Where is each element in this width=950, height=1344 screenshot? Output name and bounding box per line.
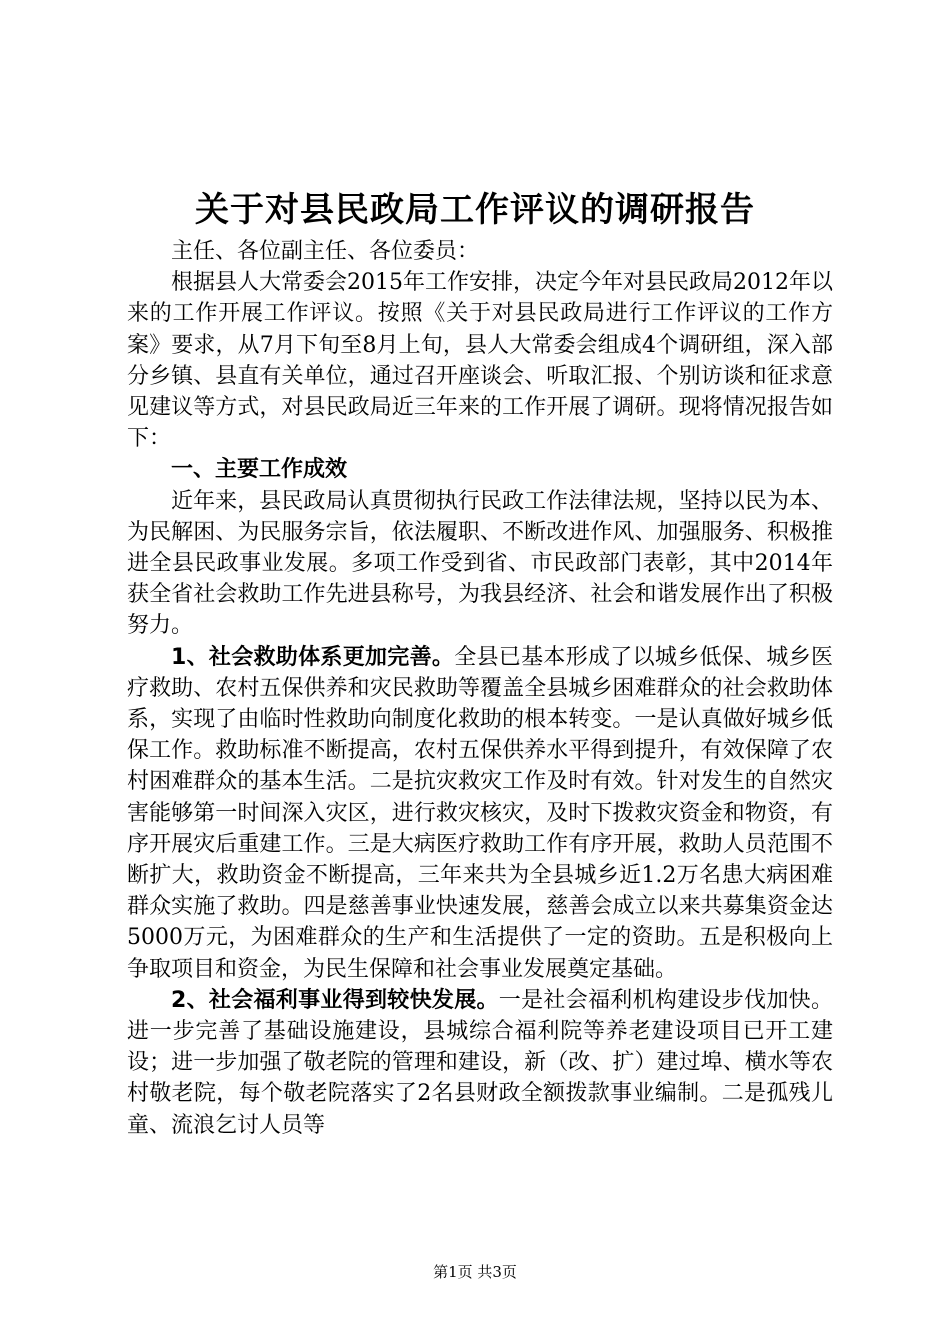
- item-1-text: 全县已基本形成了以城乡低保、城乡医疗救助、农村五保供养和灾民救助等覆盖全县城乡困难群众的社会救助体系，实现了由临时性救助向制度化救助的根本转变。一是认真做好城乡低保工作。救助标准不断提高，农村五保供养水平得到提升，有效保障了农村困难群众的基本生活。二是抗灾救灾工作及时有效。针对发生的自然灾害能够第一时间深入灾区，进行救灾核灾，及时下拨救灾资金和物资，有序开展灾后重建工作。三是大病医疗救助工作有序开展，救助人员范围不断扩大，救助资金不断提高，三年来共为全县城乡近1.2万名患大病困难群众实施了救助。四是慈善事业快速发展，慈善会成立以来共募集资金达5000万元，为困难群众的生产和生活提供了一定的资助。五是积极向上争取项目和资金，为民生保障和社会事业发展奠定基础。: [127, 644, 833, 982]
- section-heading: 一、主要工作成效: [171, 457, 348, 483]
- item-2-paragraph: [127, 985, 833, 1141]
- section-intro-paragraph: 近年来，县民政局认真贯彻执行民政工作法律法规，坚持以民为本、为民解困、为民服务宗旨，依法履职、不断改进作风、加强服务、积极推进全县民政事业发展。多项工作受到省、市民政部门表彰，其中2014年获全省社会救助工作先进县称号，为我县经济、社会和谐发展作出了积极努力。: [127, 488, 833, 639]
- item-2-lead: 2、社会福利事业得到较快发展。: [171, 987, 499, 1013]
- document-title: 关于对县民政局工作评议的调研报告: [195, 190, 755, 230]
- item-1-paragraph: [127, 642, 833, 985]
- salutation: 主任、各位副主任、各位委员：: [171, 239, 480, 264]
- item-1-lead: 1、社会救助体系更加完善。: [171, 644, 455, 670]
- item-2-text: 一是社会福利机构建设步伐加快。进一步完善了基础设施建设，县城综合福利院等养老建设项目已开工建设；进一步加强了敬老院的管理和建设，新（改、扩）建过埠、横水等农村敬老院，每个敬老院落实了2名县财政全额拨款事业编制。二是孤残儿童、流浪乞讨人员等: [127, 987, 833, 1138]
- document-body: [127, 236, 833, 1141]
- page-footer: 第1页 共3页: [433, 1263, 517, 1281]
- intro-paragraph: 根据县人大常委会2015年工作安排，决定今年对县民政局2012年以来的工作开展工作评议。按照《关于对县民政局进行工作评议的工作方案》要求，从7月下旬至8月上旬，县人大常委会组成4个调研组，深入部分乡镇、县直有关单位，通过召开座谈会、听取汇报、个别访谈和征求意见建议等方式，对县民政局近三年来的工作开展了调研。现将情况报告如下：: [127, 270, 833, 452]
